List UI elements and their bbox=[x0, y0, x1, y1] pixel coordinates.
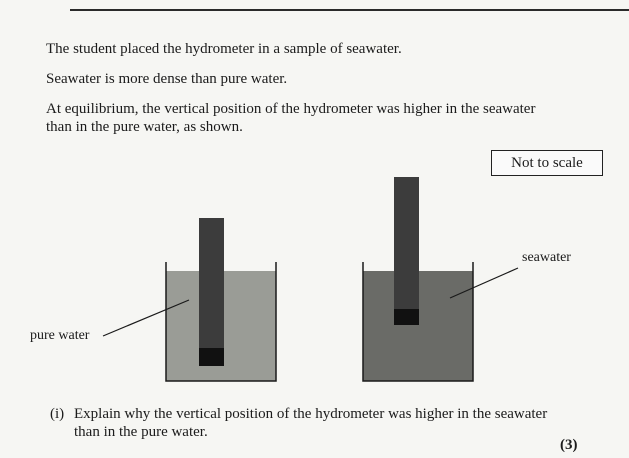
intro-line-3a: At equilibrium, the vertical position of the hydrometer was higher in the seawater bbox=[46, 101, 536, 117]
hydrometer-weight-pure bbox=[199, 348, 224, 366]
hydrometer-stem-sea bbox=[394, 177, 419, 309]
pure-water-beaker bbox=[166, 218, 276, 381]
intro-line-1: The student placed the hydrometer in a sample of seawater. bbox=[46, 41, 402, 57]
question-line-1: Explain why the vertical position of the hydrometer was higher in the seawater bbox=[74, 406, 548, 422]
question-number: (i) bbox=[50, 406, 65, 422]
question-line-2: than in the pure water. bbox=[74, 424, 208, 440]
pure-water-hydrometer bbox=[199, 218, 224, 366]
seawater-hydrometer bbox=[394, 177, 419, 325]
seawater-beaker bbox=[363, 177, 473, 381]
intro-line-3b: than in the pure water, as shown. bbox=[46, 119, 243, 135]
not-to-scale-label: Not to scale bbox=[511, 154, 583, 171]
hydrometer-stem-pure bbox=[199, 218, 224, 348]
intro-line-2: Seawater is more dense than pure water. bbox=[46, 71, 288, 87]
marks-indicator: (3) bbox=[560, 437, 578, 453]
pure-water-label: pure water bbox=[30, 328, 90, 343]
seawater-label: seawater bbox=[522, 250, 571, 265]
hydrometer-weight-sea bbox=[394, 309, 419, 325]
